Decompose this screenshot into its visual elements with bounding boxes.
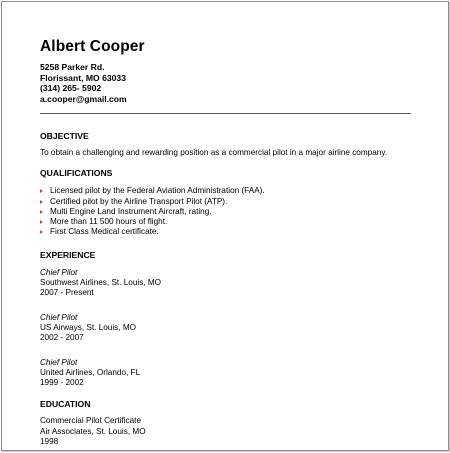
job-dates: 1999 - 2002 (40, 378, 84, 388)
triangle-bullet-icon (40, 230, 43, 234)
qualification-text: Multi Engine Land Instrument Aircraft, rating. (50, 206, 212, 216)
qualifications-heading: QUALIFICATIONS (40, 168, 113, 179)
triangle-bullet-icon (40, 189, 43, 193)
job-employer: United Airlines, Orlando, FL (40, 367, 141, 377)
education-school: Air Associates, St. Louis, MO (40, 426, 146, 436)
objective-heading: OBJECTIVE (40, 131, 89, 141)
experience-heading: EXPERIENCE (40, 249, 96, 260)
list-item (40, 207, 410, 217)
job-entry (40, 268, 410, 299)
job-employer: Southwest Airlines, St. Louis, MO (40, 278, 162, 288)
triangle-bullet-icon (40, 200, 43, 204)
job-dates: 2007 - Present (40, 288, 94, 298)
job-entry (40, 313, 410, 344)
list-item (40, 197, 410, 207)
job-entry (40, 358, 410, 389)
objective-text: To obtain a challenging and rewarding position as a commercial pilot in a major airline company. (40, 148, 388, 157)
qualification-text: Licensed pilot by the Federal Aviation Administration (FAA). (50, 186, 265, 196)
job-employer: US Airways, St. Louis, MO (40, 322, 137, 332)
qualification-text: First Class Medical certificate. (50, 227, 159, 237)
job-dates: 2002 - 2007 (40, 333, 84, 343)
education-entry (40, 416, 410, 447)
job-title: Chief Pilot (40, 267, 78, 277)
list-item (40, 186, 410, 196)
job-title: Chief Pilot (40, 312, 78, 322)
resume-page (1, 1, 449, 451)
education-heading: EDUCATION (40, 399, 91, 410)
triangle-bullet-icon (40, 220, 43, 224)
address-line-2: Florissant, MO 63033 (40, 72, 126, 83)
education-degree: Commercial Pilot Certificate (40, 416, 142, 426)
header-divider (40, 113, 411, 114)
contact-block (40, 62, 410, 104)
qualification-text: More than 11 500 hours of flight. (50, 217, 168, 227)
education-year: 1998 (40, 437, 59, 447)
address-line-1: 5258 Parker Rd. (40, 62, 105, 72)
job-title: Chief Pilot (40, 357, 78, 367)
qualifications-list (40, 186, 410, 237)
list-item (40, 227, 410, 237)
triangle-bullet-icon (40, 210, 43, 214)
qualification-text: Certified pilot by the Airline Transport Pilot (ATP). (50, 196, 228, 206)
email-address: a.cooper@gmail.com (40, 93, 127, 104)
list-item (40, 217, 410, 227)
phone-number: (314) 265- 5902 (40, 83, 102, 93)
candidate-name: Albert Cooper (40, 38, 145, 55)
